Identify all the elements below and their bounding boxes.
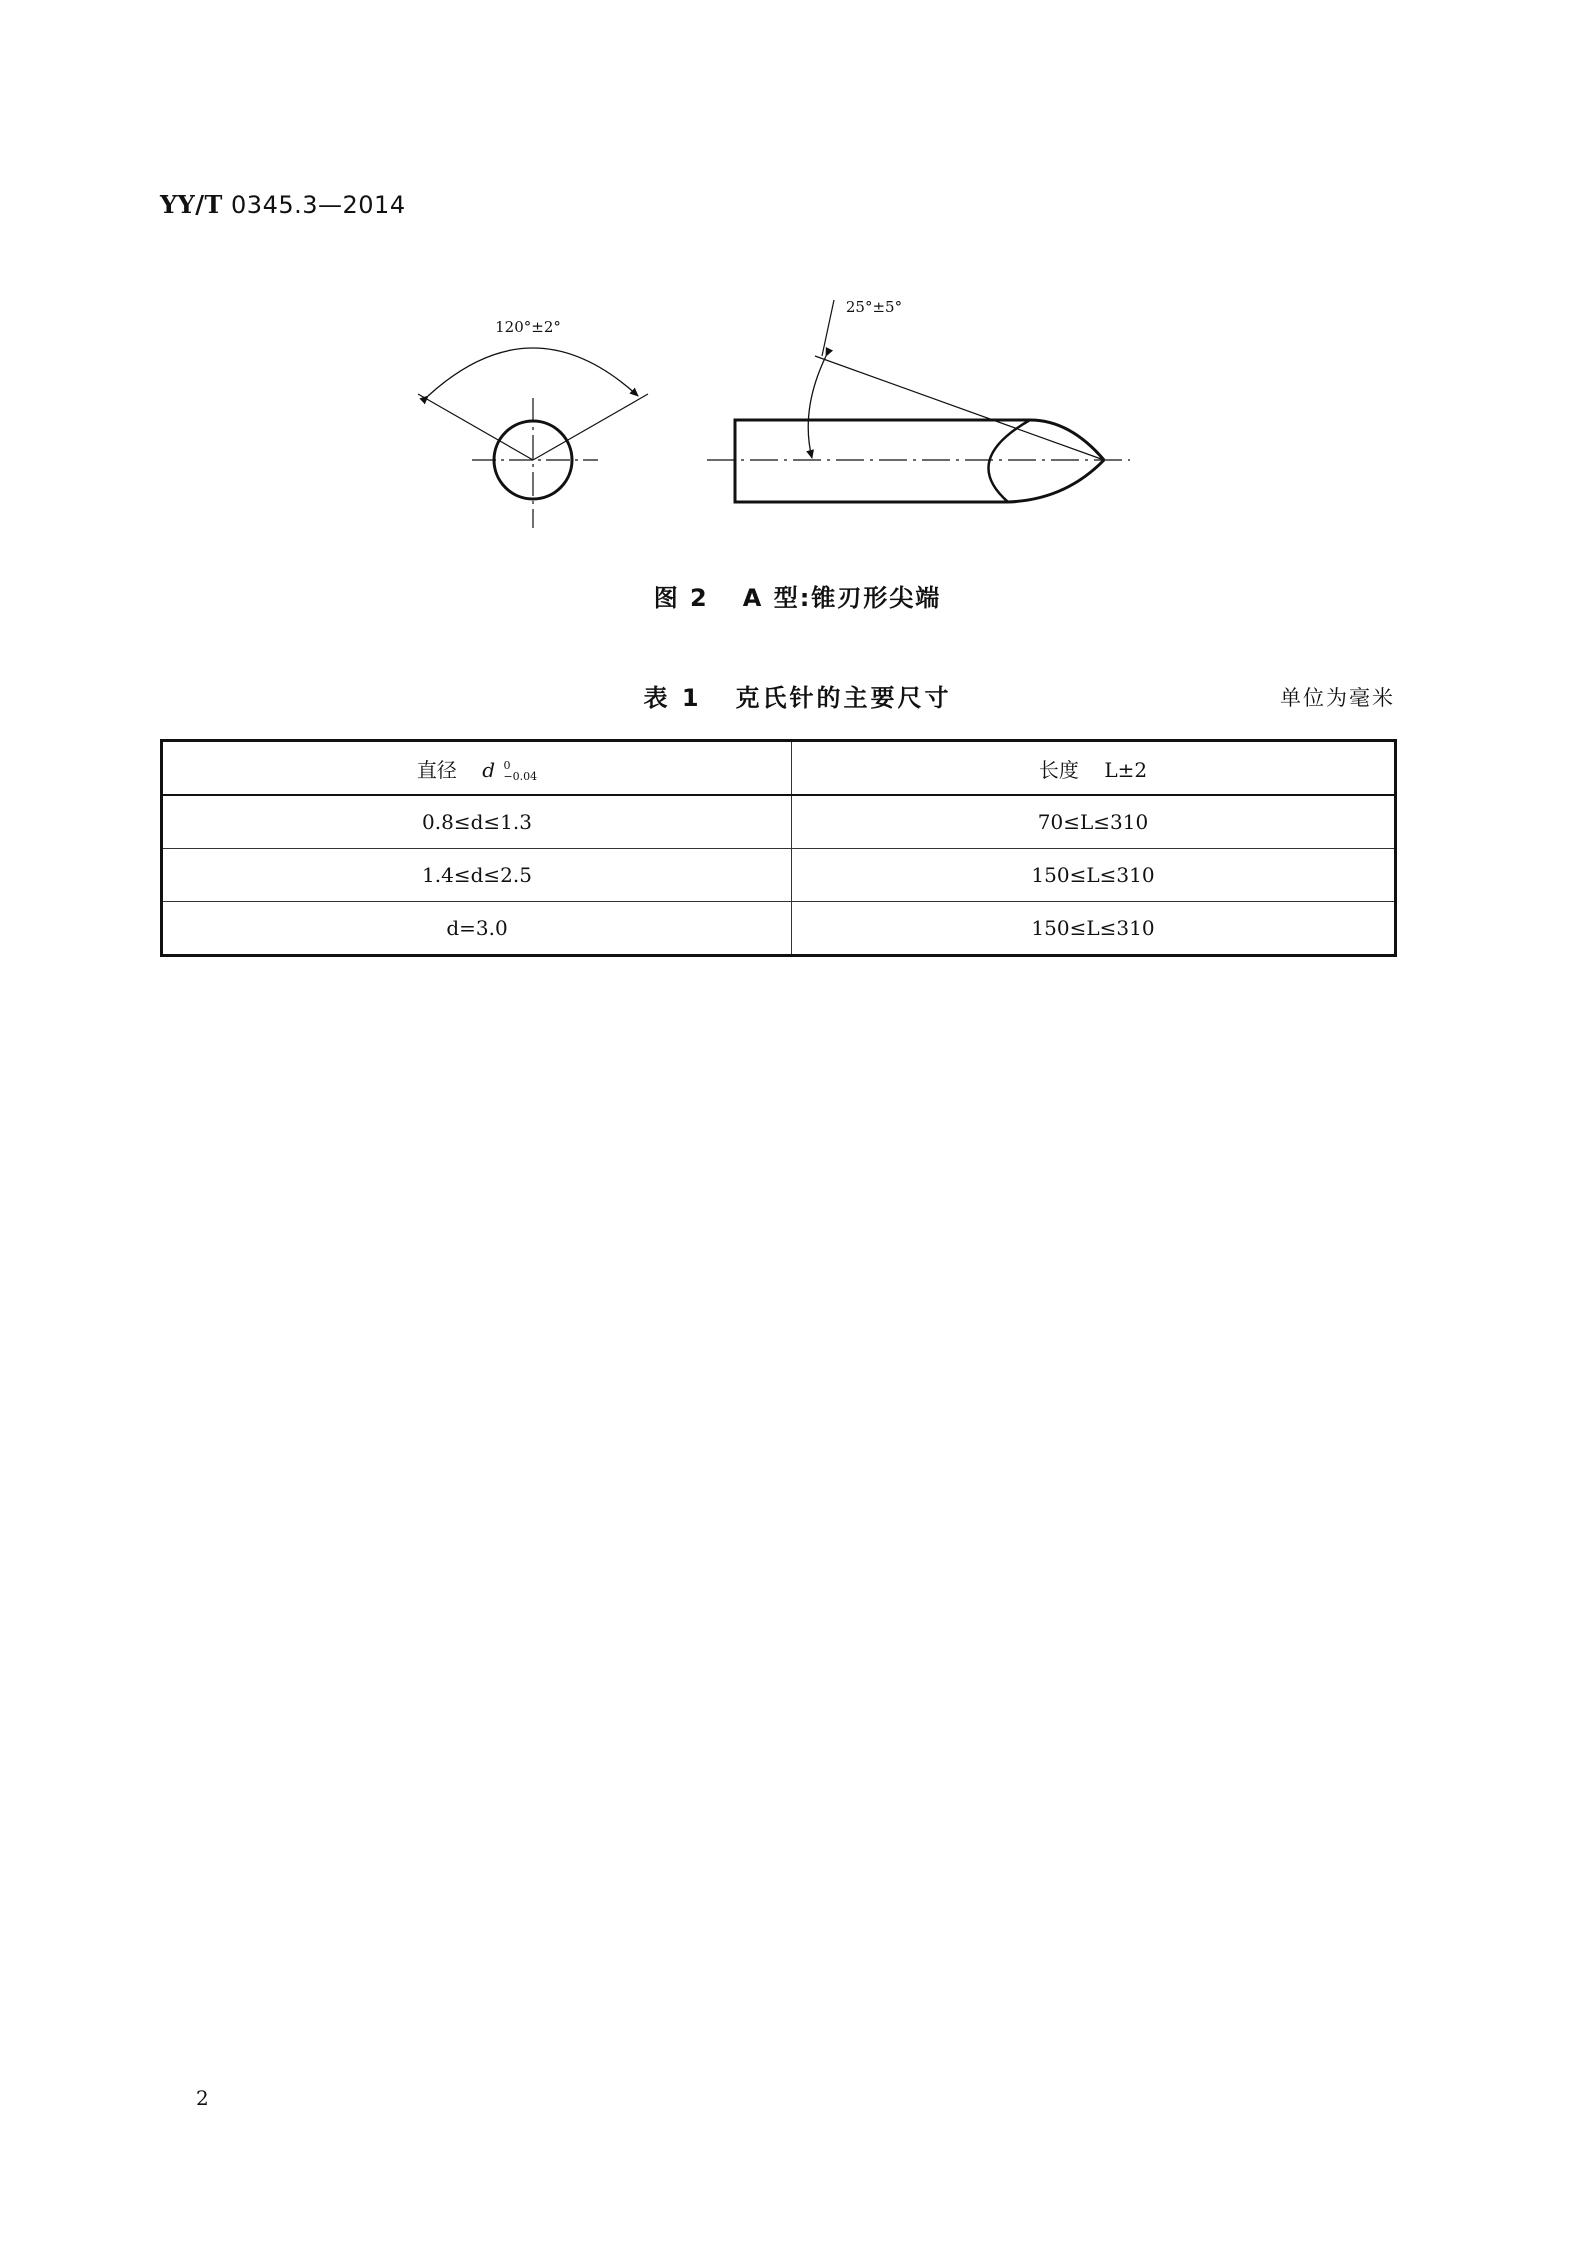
header-length <box>792 741 1396 796</box>
extension-line <box>822 300 834 356</box>
angle-arc-120 <box>428 348 638 396</box>
unit-note: 单位为毫米 <box>1280 686 1395 710</box>
cell-length: 150≤L≤310 <box>792 849 1396 902</box>
cell-diameter: d=3.0 <box>162 902 792 956</box>
figure-caption <box>0 578 1595 613</box>
dimensions-table <box>160 739 1397 957</box>
tip-lower-edge <box>1008 460 1104 502</box>
diameter-label: 直径 <box>416 757 457 782</box>
cell-length: 70≤L≤310 <box>792 795 1396 849</box>
length-symbol: L±2 <box>1104 757 1148 782</box>
tip-upper-edge <box>1030 420 1104 460</box>
angle-label-120: 120°±2° <box>495 318 561 336</box>
table-title-text: 克氏针的主要尺寸 <box>735 684 952 712</box>
tolerance-upper: 0 <box>503 759 511 772</box>
tolerance-lower: −0.04 <box>503 770 538 783</box>
cell-diameter: 0.8≤d≤1.3 <box>162 795 792 849</box>
facet-line-left <box>418 394 533 460</box>
table-number: 表 1 <box>643 684 702 712</box>
angle-label-25: 25°±5° <box>845 298 903 316</box>
standard-number: 0345.3—2014 <box>231 191 406 219</box>
length-label: 长度 <box>1038 757 1079 782</box>
taper-reference-line <box>815 356 1104 460</box>
figure-2-drawing <box>0 280 1595 560</box>
standard-code <box>160 190 406 219</box>
page-number: 2 <box>196 2086 209 2110</box>
needle-body-outline <box>735 420 1030 502</box>
cell-diameter: 1.4≤d≤2.5 <box>162 849 792 902</box>
cross-section-view <box>418 348 648 528</box>
table-header-row <box>162 741 1396 796</box>
tip-facet-curve <box>988 420 1030 502</box>
side-view <box>707 300 1130 502</box>
cell-length: 150≤L≤310 <box>792 902 1396 956</box>
diameter-symbol: d <box>482 757 496 782</box>
angle-arc-25 <box>808 356 826 458</box>
table-row <box>162 849 1396 902</box>
diameter-tolerance <box>503 760 537 782</box>
figure-title: A 型:锥刃形尖端 <box>742 584 942 612</box>
table-row <box>162 902 1396 956</box>
header-diameter <box>162 741 792 796</box>
standard-prefix: YY/T <box>160 190 223 219</box>
figure-number: 图 2 <box>653 584 709 612</box>
facet-line-right <box>533 394 648 460</box>
table-row <box>162 795 1396 849</box>
